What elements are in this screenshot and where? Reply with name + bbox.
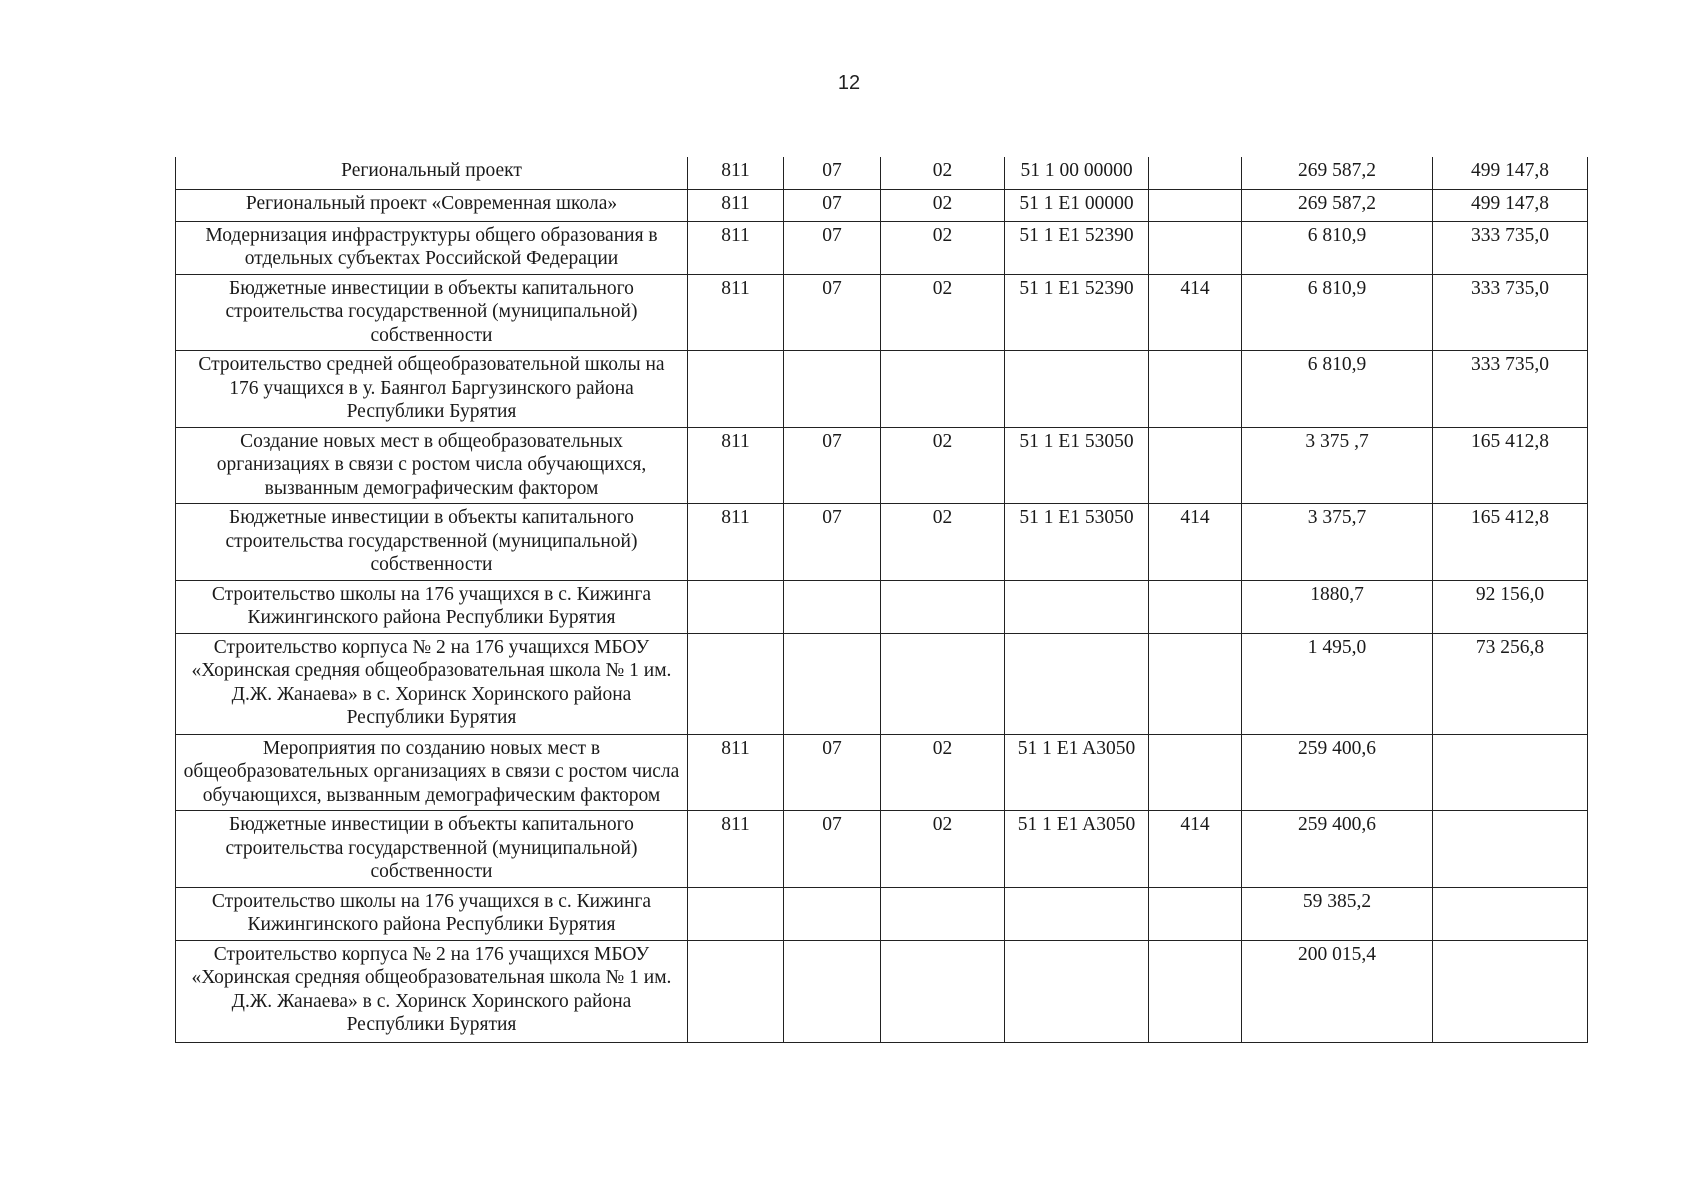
amount-year1-cell: 259 400,6 (1242, 734, 1433, 811)
amount-year1-cell: 6 810,9 (1242, 221, 1433, 274)
ved-code-cell (688, 940, 784, 1042)
row-name-cell: Строительство школы на 176 учащихся в с. Кижинга Кижингинского района Республики Бурятия (176, 887, 688, 940)
expense-type-cell (1149, 580, 1242, 633)
amount-year1-cell: 3 375 ,7 (1242, 427, 1433, 504)
section-code-cell (784, 887, 881, 940)
expense-type-cell (1149, 221, 1242, 274)
expense-type-cell (1149, 427, 1242, 504)
subsection-code-cell: 02 (881, 427, 1005, 504)
section-code-cell: 07 (784, 157, 881, 189)
amount-year1-cell: 200 015,4 (1242, 940, 1433, 1042)
table-row (176, 504, 1588, 581)
ved-code-cell (688, 887, 784, 940)
section-code-cell: 07 (784, 274, 881, 351)
ved-code-cell (688, 351, 784, 428)
subsection-code-cell: 02 (881, 811, 1005, 888)
row-name-cell: Бюджетные инвестиции в объекты капитального строительства государственной (муниципальной) собственности (176, 504, 688, 581)
subsection-code-cell: 02 (881, 274, 1005, 351)
table-row (176, 633, 1588, 734)
target-article-cell: 51 1 E1 52390 (1005, 221, 1149, 274)
row-name-cell: Строительство школы на 176 учащихся в с. Кижинга Кижингинского района Республики Бурятия (176, 580, 688, 633)
amount-year1-cell: 269 587,2 (1242, 157, 1433, 189)
subsection-code-cell (881, 887, 1005, 940)
amount-year1-cell: 269 587,2 (1242, 189, 1433, 221)
target-article-cell: 51 1 E1 A3050 (1005, 734, 1149, 811)
amount-year1-cell: 59 385,2 (1242, 887, 1433, 940)
table-row (176, 189, 1588, 221)
subsection-code-cell: 02 (881, 504, 1005, 581)
ved-code-cell (688, 633, 784, 734)
row-name-cell: Строительство корпуса № 2 на 176 учащихся МБОУ «Хоринская средняя общеобразовательная школа № 1 им. Д.Ж. Жанаева» в с. Хоринск Хоринского района Республики Бурятия (176, 633, 688, 734)
row-name-cell: Строительство корпуса № 2 на 176 учащихся МБОУ «Хоринская средняя общеобразовательная школа № 1 им. Д.Ж. Жанаева» в с. Хоринск Хоринского района Республики Бурятия (176, 940, 688, 1042)
table-row (176, 157, 1588, 189)
expense-type-cell (1149, 734, 1242, 811)
amount-year2-cell: 333 735,0 (1433, 351, 1588, 428)
ved-code-cell: 811 (688, 504, 784, 581)
expense-type-cell: 414 (1149, 504, 1242, 581)
table-row (176, 887, 1588, 940)
table-row (176, 427, 1588, 504)
amount-year1-cell: 1 495,0 (1242, 633, 1433, 734)
ved-code-cell (688, 580, 784, 633)
section-code-cell (784, 351, 881, 428)
row-name-cell: Региональный проект «Современная школа» (176, 189, 688, 221)
amount-year2-cell: 499 147,8 (1433, 189, 1588, 221)
amount-year2-cell: 73 256,8 (1433, 633, 1588, 734)
row-name-cell: Модернизация инфраструктуры общего образования в отдельных субъектах Российской Федерации (176, 221, 688, 274)
subsection-code-cell (881, 633, 1005, 734)
page-number: 12 (837, 72, 861, 94)
subsection-code-cell (881, 580, 1005, 633)
expense-type-cell (1149, 887, 1242, 940)
table-row (176, 351, 1588, 428)
amount-year2-cell (1433, 940, 1588, 1042)
budget-table (175, 157, 1588, 1043)
subsection-code-cell: 02 (881, 189, 1005, 221)
row-name-cell: Бюджетные инвестиции в объекты капитального строительства государственной (муниципальной) собственности (176, 811, 688, 888)
target-article-cell: 51 1 E1 A3050 (1005, 811, 1149, 888)
target-article-cell: 51 1 E1 00000 (1005, 189, 1149, 221)
amount-year2-cell: 333 735,0 (1433, 274, 1588, 351)
amount-year2-cell (1433, 734, 1588, 811)
amount-year1-cell: 1880,7 (1242, 580, 1433, 633)
section-code-cell (784, 940, 881, 1042)
amount-year2-cell (1433, 811, 1588, 888)
expense-type-cell (1149, 157, 1242, 189)
subsection-code-cell: 02 (881, 157, 1005, 189)
amount-year2-cell: 92 156,0 (1433, 580, 1588, 633)
section-code-cell: 07 (784, 504, 881, 581)
ved-code-cell: 811 (688, 274, 784, 351)
target-article-cell (1005, 351, 1149, 428)
ved-code-cell: 811 (688, 734, 784, 811)
section-code-cell: 07 (784, 734, 881, 811)
section-code-cell: 07 (784, 189, 881, 221)
ved-code-cell: 811 (688, 189, 784, 221)
table-row (176, 580, 1588, 633)
subsection-code-cell (881, 940, 1005, 1042)
subsection-code-cell: 02 (881, 221, 1005, 274)
table-row (176, 734, 1588, 811)
ved-code-cell: 811 (688, 427, 784, 504)
target-article-cell: 51 1 E1 53050 (1005, 504, 1149, 581)
amount-year2-cell: 333 735,0 (1433, 221, 1588, 274)
target-article-cell: 51 1 00 00000 (1005, 157, 1149, 189)
table-row (176, 274, 1588, 351)
section-code-cell (784, 580, 881, 633)
target-article-cell: 51 1 E1 53050 (1005, 427, 1149, 504)
amount-year2-cell: 499 147,8 (1433, 157, 1588, 189)
target-article-cell (1005, 887, 1149, 940)
section-code-cell: 07 (784, 221, 881, 274)
row-name-cell: Бюджетные инвестиции в объекты капитального строительства государственной (муниципальной) собственности (176, 274, 688, 351)
row-name-cell: Создание новых мест в общеобразовательных организациях в связи с ростом числа обучающихся, вызванным демографическим фактором (176, 427, 688, 504)
table-row (176, 940, 1588, 1042)
row-name-cell: Строительство средней общеобразовательной школы на 176 учащихся в у. Баянгол Баргузинского района Республики Бурятия (176, 351, 688, 428)
amount-year1-cell: 3 375,7 (1242, 504, 1433, 581)
expense-type-cell (1149, 940, 1242, 1042)
expense-type-cell (1149, 633, 1242, 734)
expense-type-cell: 414 (1149, 274, 1242, 351)
amount-year2-cell: 165 412,8 (1433, 504, 1588, 581)
target-article-cell (1005, 580, 1149, 633)
section-code-cell: 07 (784, 811, 881, 888)
ved-code-cell: 811 (688, 811, 784, 888)
subsection-code-cell: 02 (881, 734, 1005, 811)
amount-year1-cell: 6 810,9 (1242, 274, 1433, 351)
section-code-cell: 07 (784, 427, 881, 504)
section-code-cell (784, 633, 881, 734)
expense-type-cell (1149, 351, 1242, 428)
ved-code-cell: 811 (688, 221, 784, 274)
amount-year2-cell: 165 412,8 (1433, 427, 1588, 504)
subsection-code-cell (881, 351, 1005, 428)
row-name-cell: Мероприятия по созданию новых мест в общеобразовательных организациях в связи с ростом числа обучающихся, вызванным демографическим фактором (176, 734, 688, 811)
table-row (176, 221, 1588, 274)
amount-year1-cell: 6 810,9 (1242, 351, 1433, 428)
amount-year2-cell (1433, 887, 1588, 940)
expense-type-cell (1149, 189, 1242, 221)
expense-type-cell: 414 (1149, 811, 1242, 888)
table-row (176, 811, 1588, 888)
target-article-cell: 51 1 E1 52390 (1005, 274, 1149, 351)
target-article-cell (1005, 940, 1149, 1042)
ved-code-cell: 811 (688, 157, 784, 189)
row-name-cell: Региональный проект (176, 157, 688, 189)
target-article-cell (1005, 633, 1149, 734)
amount-year1-cell: 259 400,6 (1242, 811, 1433, 888)
